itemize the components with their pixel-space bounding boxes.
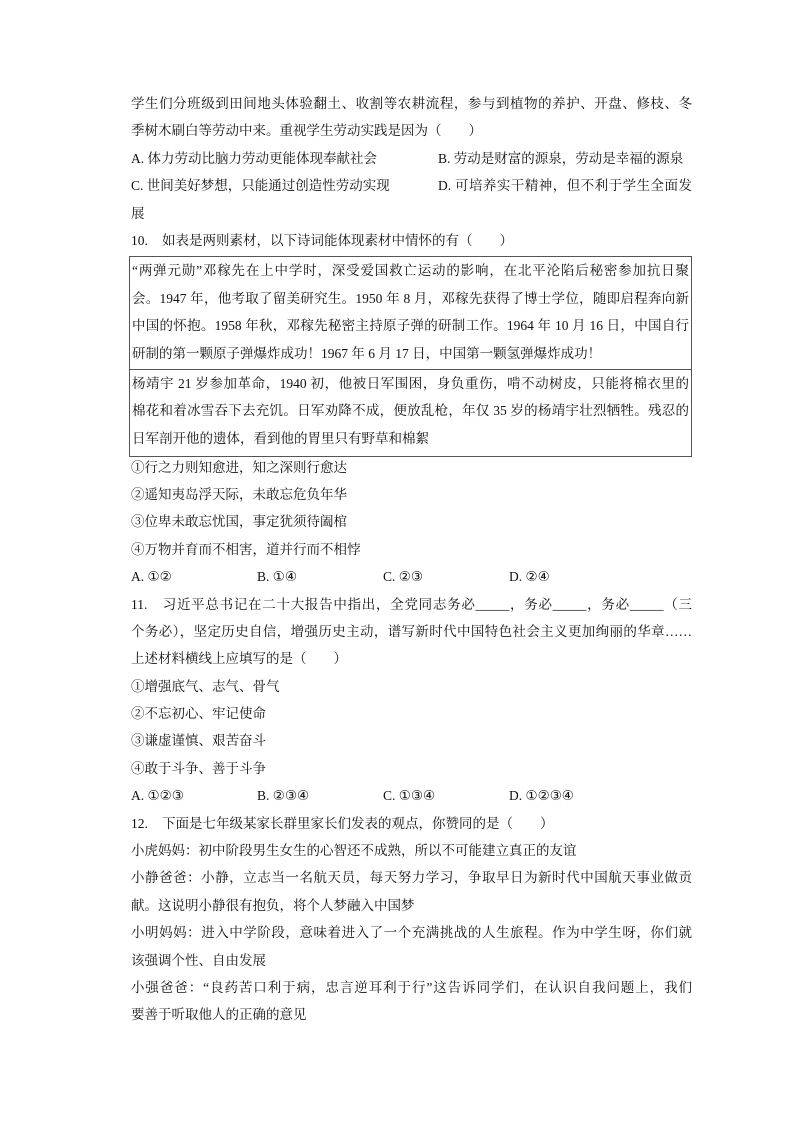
q11-stem-line-3: 上述材料横线上应填写的是（ ） (131, 651, 347, 667)
q10-choice-b: B. ①④ (257, 569, 297, 585)
q10-choice-c: C. ②③ (383, 569, 423, 585)
material-1-line: 中国的怀抱。1958 年秋，邓稼先秘密主持原子弹的研制工作。1964 年 10 月 16 日，中国自行 (132, 318, 689, 334)
q9-stem-line-1: 学生们分班级到田间地头体验翻土、收割等农耕流程，参与到植物的养护、开盘、修枝、冬 (131, 96, 692, 111)
q12-number: 12. (131, 815, 148, 831)
q12-stem-line (131, 810, 692, 837)
q12-opinion-xiaohu-mom: 小虎妈妈：初中阶段男生女生的心智还不成熟，所以不可能建立真正的友谊 (131, 843, 577, 859)
q10-choice-a: A. ①② (131, 569, 172, 585)
q12-opinion-xiaoqiang-dad-cont: 要善于听取他人的正确的意见 (131, 1007, 307, 1023)
q9-option-b: B. 劳动是财富的源泉，劳动是幸福的源泉 (438, 150, 684, 166)
q11-choice-b: B. ②③④ (257, 788, 310, 804)
material-2-cell (130, 370, 691, 456)
q9-options-row-cd (131, 172, 692, 199)
q10-statement-3: ③位卑未敢忘忧国，事定犹须待阖棺 (131, 514, 347, 530)
q9-options-row-ab (131, 145, 692, 172)
q10-choice-d: D. ②④ (509, 569, 550, 585)
question-10 (131, 227, 692, 591)
material-table (129, 256, 692, 457)
q11-statement-3: ③谦虚谨慎、艰苦奋斗 (131, 733, 266, 749)
q10-stem-line (131, 227, 692, 254)
question-12 (131, 810, 692, 1029)
q11-statement-4: ④敢于斗争、善于斗争 (131, 760, 266, 776)
q11-choice-a: A. ①②③ (131, 788, 184, 804)
q11-choice-c: C. ①③④ (383, 788, 436, 804)
page-content (131, 90, 692, 1029)
q9-option-c: C. 世间美好梦想，只能通过创造性劳动实现 (131, 178, 390, 194)
q10-number: 10. (131, 232, 148, 248)
q11-statement-2: ②不忘初心、牢记使命 (131, 706, 266, 722)
question-11 (131, 591, 692, 810)
material-1-line: 会。1947 年，他考取了留美研究生。1950 年 8 月，邓稼先获得了博士学位，随即启程奔向新 (132, 290, 689, 306)
q11-choice-d: D. ①②③④ (509, 788, 574, 804)
q9-option-d-continued: 展 (131, 205, 145, 221)
q10-stem: 如表是两则素材，以下诗词能体现素材中情怀的有（ ） (162, 232, 513, 248)
q10-statement-4: ④万物并育而不相害，道并行而不相悖 (131, 541, 361, 557)
q9-option-d: D. 可培养实干精神，但不利于学生全面发 (438, 178, 692, 194)
q9-option-a: A. 体力劳动比脑力劳动更能体现奉献社会 (131, 150, 377, 166)
q12-opinion-xiaoqiang-dad: 小强爸爸：“良药苦口利于病，忠言逆耳利于行”这告诉同学们，在认识自我问题上，我们 (131, 980, 692, 995)
q11-stem-line-1 (131, 591, 692, 618)
q12-opinion-xiaojing-dad: 小静爸爸：小静，立志当一名航天员，每天努力学习，争取早日为新时代中国航天事业做贡 (131, 870, 692, 886)
q11-choices-row (131, 782, 692, 809)
material-1-line: “两弹元勋”邓稼先在上中学时，深受爱国救亡运动的影响，在北平沦陷后秘密参加抗日聚 (132, 263, 689, 279)
material-1-line: 研制的第一颗原子弹爆炸成功！1967 年 6 月 17 日，中国第一颗氢弹爆炸成功！ (132, 345, 602, 361)
question-9 (131, 90, 692, 227)
q11-number: 11. (131, 596, 148, 612)
q12-opinion-xiaoming-mom: 小明妈妈：进入中学阶段，意味着进入了一个充满挑战的人生旅程。作为中学生呀，你们就 (131, 925, 692, 941)
material-1-cell (130, 257, 691, 370)
q12-opinion-xiaoming-mom-cont: 该强调个性、自由发展 (131, 952, 266, 968)
q11-stem-line-2: 个务必），坚定历史自信，增强历史主动，谱写新时代中国特色社会主义更加绚丽的华章…… (131, 623, 692, 639)
q11-stem-text: 习近平总书记在二十大报告中指出，全党同志务必_____，务必_____，务必_____（三 (162, 596, 692, 612)
q12-stem: 下面是七年级某家长群里家长们发表的观点，你赞同的是（ ） (162, 815, 554, 831)
q9-stem-line-2: 季树木刷白等劳动中来。重视学生劳动实践是因为（ ） (131, 123, 482, 139)
q10-statement-1: ①行之力则知愈进，知之深则行愈达 (131, 459, 347, 475)
material-2-line: 日军剖开他的遗体，看到他的胃里只有野草和棉絮 (132, 430, 429, 446)
material-2-line: 棉花和着冰雪吞下去充饥。日军劝降不成，便放乱枪，年仅 35 岁的杨靖宇壮烈牺牲。残忍的 (132, 403, 689, 419)
q10-choices-row (131, 563, 692, 590)
q11-statement-1: ①增强底气、志气、骨气 (131, 678, 280, 694)
material-2-line: 杨靖宇 21 岁参加革命，1940 初，他被日军围困，身负重伤，啃不动树皮，只能将棉衣里的 (132, 375, 689, 391)
q10-statement-2: ②遥知夷岛浮天际，未敢忘危负年华 (131, 486, 347, 502)
q10-statements (131, 454, 692, 564)
q12-opinion-xiaojing-dad-cont: 献。这说明小静很有抱负，将个人梦融入中国梦 (131, 897, 415, 913)
